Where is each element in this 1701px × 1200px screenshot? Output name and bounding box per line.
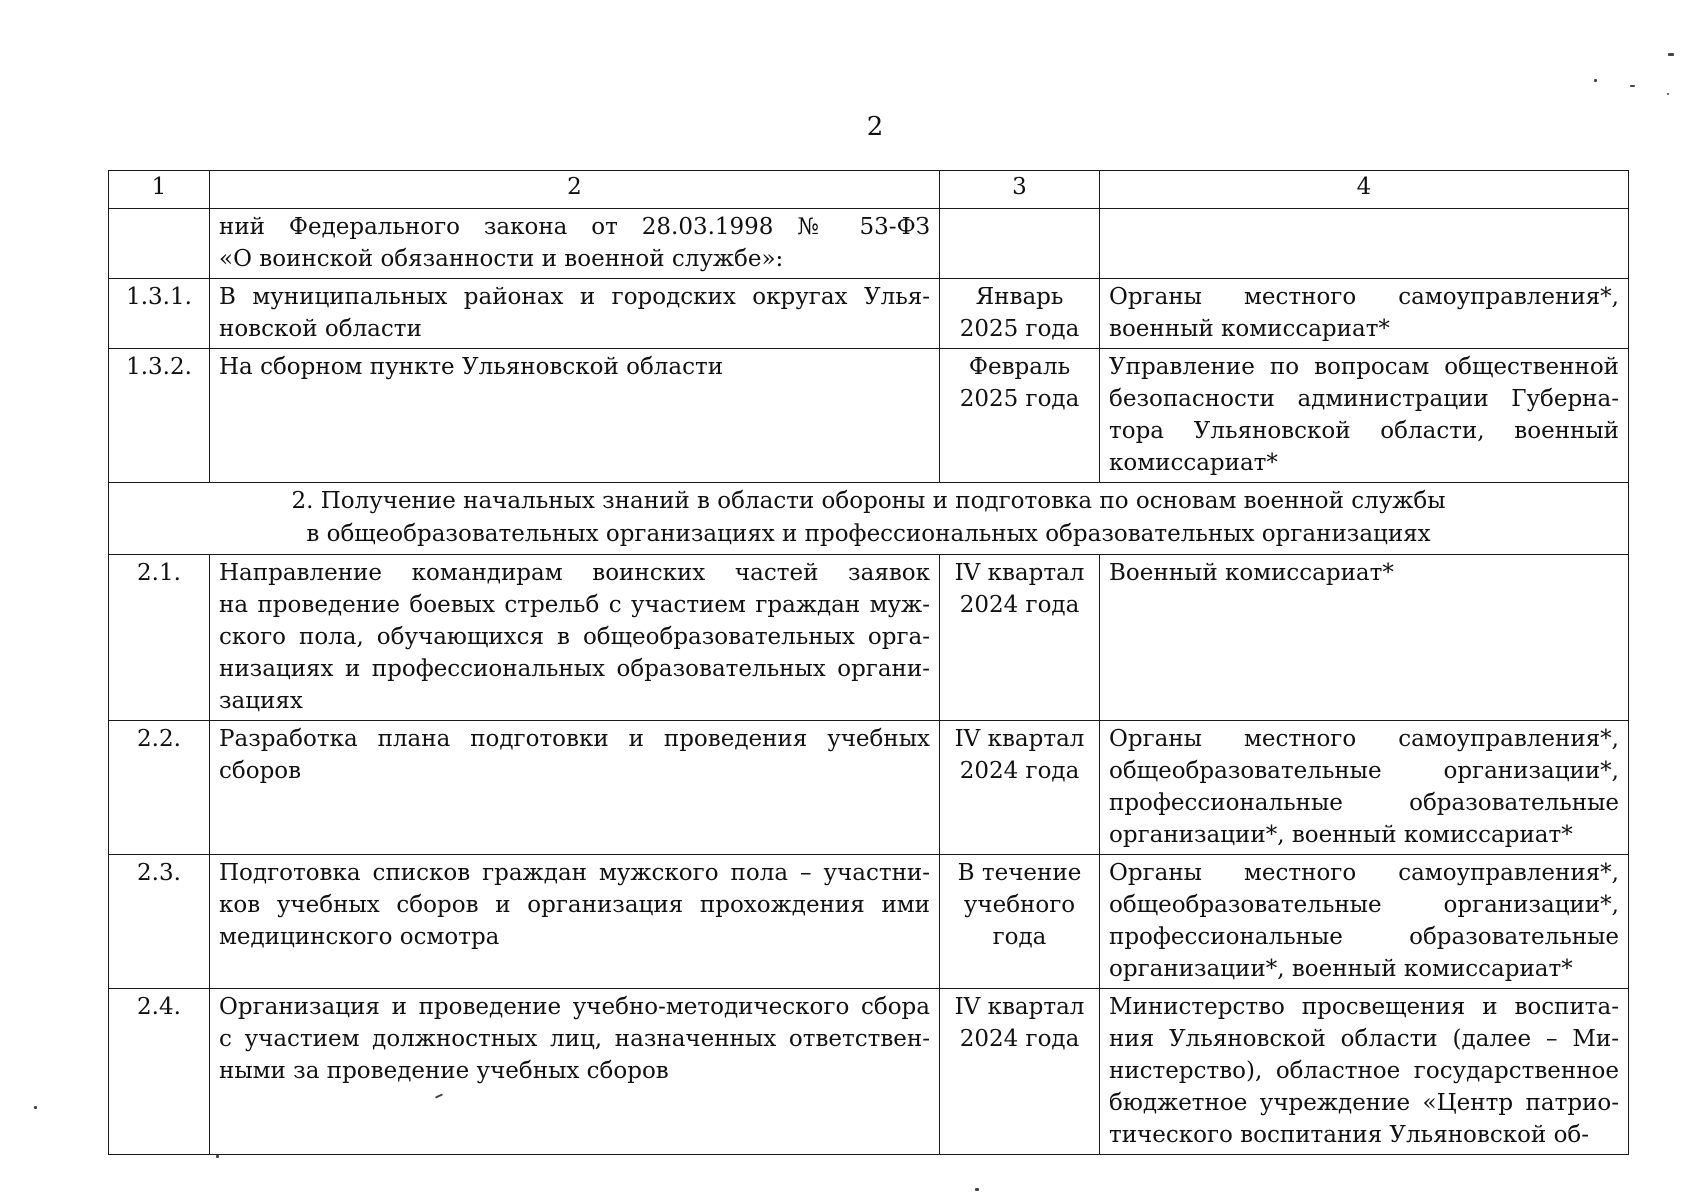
event-description xyxy=(210,989,940,1155)
responsible-parties-line: Органы местного самоуправления*, xyxy=(1109,860,1619,886)
responsible-parties-line: военный комиссариат* xyxy=(1109,316,1390,342)
scan-speck xyxy=(1630,85,1635,87)
event-description-line: Организация и проведение учебно-методического сбора xyxy=(219,994,930,1020)
event-deadline-line: IV квартал xyxy=(954,560,1085,586)
plan-row xyxy=(109,555,1629,721)
event-deadline xyxy=(940,855,1100,989)
column-number-3: 3 xyxy=(940,171,1100,209)
event-description xyxy=(210,349,940,483)
responsible-parties-line: Управление по вопросам общественной xyxy=(1109,354,1619,380)
responsible-parties-line: Органы местного самоуправления*, xyxy=(1109,284,1619,310)
event-description xyxy=(210,555,940,721)
plan-row xyxy=(109,349,1629,483)
scan-speck xyxy=(34,1106,37,1109)
responsible-parties xyxy=(1100,555,1629,721)
event-description-line: с участием должностных лиц, назначенных ответствен- xyxy=(219,1026,930,1052)
event-deadline xyxy=(940,349,1100,483)
responsible-parties-line: ния Ульяновской области (далее – Ми- xyxy=(1109,1026,1619,1052)
event-deadline-line: 2024 года xyxy=(959,758,1080,784)
responsible-parties-line: тора Ульяновской области, военный xyxy=(1109,418,1619,444)
text-line: ний Федерального закона от 28.03.1998 № 53-ФЗ xyxy=(219,214,930,240)
event-deadline-line: IV квартал xyxy=(954,994,1085,1020)
plan-row xyxy=(109,279,1629,349)
responsible-parties-line: безопасности администрации Губерна- xyxy=(1109,386,1619,412)
event-description xyxy=(210,279,940,349)
column-number-2: 2 xyxy=(210,171,940,209)
responsible-parties-line: профессиональные образовательные xyxy=(1109,924,1619,950)
event-deadline xyxy=(940,279,1100,349)
item-number: 1.3.2. xyxy=(109,349,210,483)
event-description-line: новской области xyxy=(219,316,422,342)
cell-num xyxy=(109,209,210,279)
event-deadline-line: 2025 года xyxy=(959,316,1080,342)
column-number-row xyxy=(109,171,1629,209)
column-number-4: 4 xyxy=(1100,171,1629,209)
responsible-parties-line: Органы местного самоуправления*, xyxy=(1109,726,1619,752)
cell-when xyxy=(940,209,1100,279)
responsible-parties-line: Министерство просвещения и воспита- xyxy=(1109,994,1619,1020)
event-deadline xyxy=(940,721,1100,855)
responsible-parties xyxy=(1100,855,1629,989)
event-description-line: ными за проведение учебных сборов xyxy=(219,1058,669,1084)
event-deadline xyxy=(940,555,1100,721)
item-number: 2.3. xyxy=(109,855,210,989)
page-number: 2 xyxy=(866,112,884,142)
responsible-parties-line: Военный комиссариат* xyxy=(1109,560,1394,586)
item-number: 2.2. xyxy=(109,721,210,855)
event-description-line: Подготовка списков граждан мужского пола – участни- xyxy=(219,860,930,886)
responsible-parties-line: тического воспитания Ульяновской об- xyxy=(1109,1122,1590,1148)
events-plan-table xyxy=(108,170,1629,1155)
item-number: 2.4. xyxy=(109,989,210,1155)
event-description-line: низациях и профессиональных образовательных органи- xyxy=(219,656,930,682)
event-deadline-line: В течение xyxy=(957,860,1082,886)
event-deadline-line: 2025 года xyxy=(959,386,1080,412)
scan-speck xyxy=(1594,79,1597,82)
item-number: 2.1. xyxy=(109,555,210,721)
scan-speck xyxy=(216,1155,219,1158)
scan-speck xyxy=(1668,53,1674,56)
responsible-parties xyxy=(1100,279,1629,349)
responsible-parties xyxy=(1100,989,1629,1155)
plan-row xyxy=(109,721,1629,855)
event-description-line: В муниципальных районах и городских округах Улья- xyxy=(219,284,930,310)
event-description xyxy=(210,855,940,989)
event-deadline-line: учебного xyxy=(963,892,1076,918)
section-heading-row xyxy=(109,483,1629,555)
responsible-parties-line: организации*, военный комиссариат* xyxy=(1109,956,1573,982)
event-description xyxy=(210,721,940,855)
responsible-parties xyxy=(1100,349,1629,483)
section-heading-line: 2. Получение начальных знаний в области обороны и подготовка по основам военной службы xyxy=(291,488,1446,514)
section-heading xyxy=(109,483,1629,555)
continuation-row xyxy=(109,209,1629,279)
responsible-parties-line: общеобразовательные организации*, xyxy=(1109,892,1619,918)
responsible-parties-line: общеобразовательные организации*, xyxy=(1109,758,1619,784)
event-description-line: зациях xyxy=(219,688,303,714)
cell-text xyxy=(210,209,940,279)
event-deadline-line: 2024 года xyxy=(959,592,1080,618)
event-description-line: на проведение боевых стрельб с участием граждан муж- xyxy=(219,592,930,618)
column-number-1: 1 xyxy=(109,171,210,209)
event-description-line: сборов xyxy=(219,758,302,784)
event-description-line: медицинского осмотра xyxy=(219,924,500,950)
event-deadline-line: года xyxy=(992,924,1047,950)
item-number: 1.3.1. xyxy=(109,279,210,349)
event-deadline-line: Февраль xyxy=(968,354,1071,380)
event-description-line: Направление командирам воинских частей заявок xyxy=(219,560,930,586)
event-deadline-line: Январь xyxy=(975,284,1064,310)
event-description-line: Разработка плана подготовки и проведения учебных xyxy=(219,726,930,752)
text-line: «О воинской обязанности и военной службе»: xyxy=(219,246,784,272)
plan-row xyxy=(109,989,1629,1155)
responsible-parties-line: нистерство), областное государственное xyxy=(1109,1058,1619,1084)
event-description-line: ского пола, обучающихся в общеобразовательных орга- xyxy=(219,624,930,650)
responsible-parties-line: организации*, военный комиссариат* xyxy=(1109,822,1573,848)
section-heading-line: в общеобразовательных организациях и профессиональных образовательных организациях xyxy=(306,521,1431,547)
plan-row xyxy=(109,855,1629,989)
event-deadline-line: 2024 года xyxy=(959,1026,1080,1052)
responsible-parties-line: бюджетное учреждение «Центр патрио- xyxy=(1109,1090,1619,1116)
scan-speck xyxy=(1667,93,1669,95)
responsible-parties-line: профессиональные образовательные xyxy=(1109,790,1619,816)
event-deadline-line: IV квартал xyxy=(954,726,1085,752)
responsible-parties xyxy=(1100,721,1629,855)
cell-who xyxy=(1100,209,1629,279)
responsible-parties-line: комиссариат* xyxy=(1109,450,1278,476)
scan-speck xyxy=(975,1188,979,1191)
event-deadline xyxy=(940,989,1100,1155)
event-description-line: На сборном пункте Ульяновской области xyxy=(219,354,724,380)
event-description-line: ков учебных сборов и организация прохождения ими xyxy=(219,892,930,918)
